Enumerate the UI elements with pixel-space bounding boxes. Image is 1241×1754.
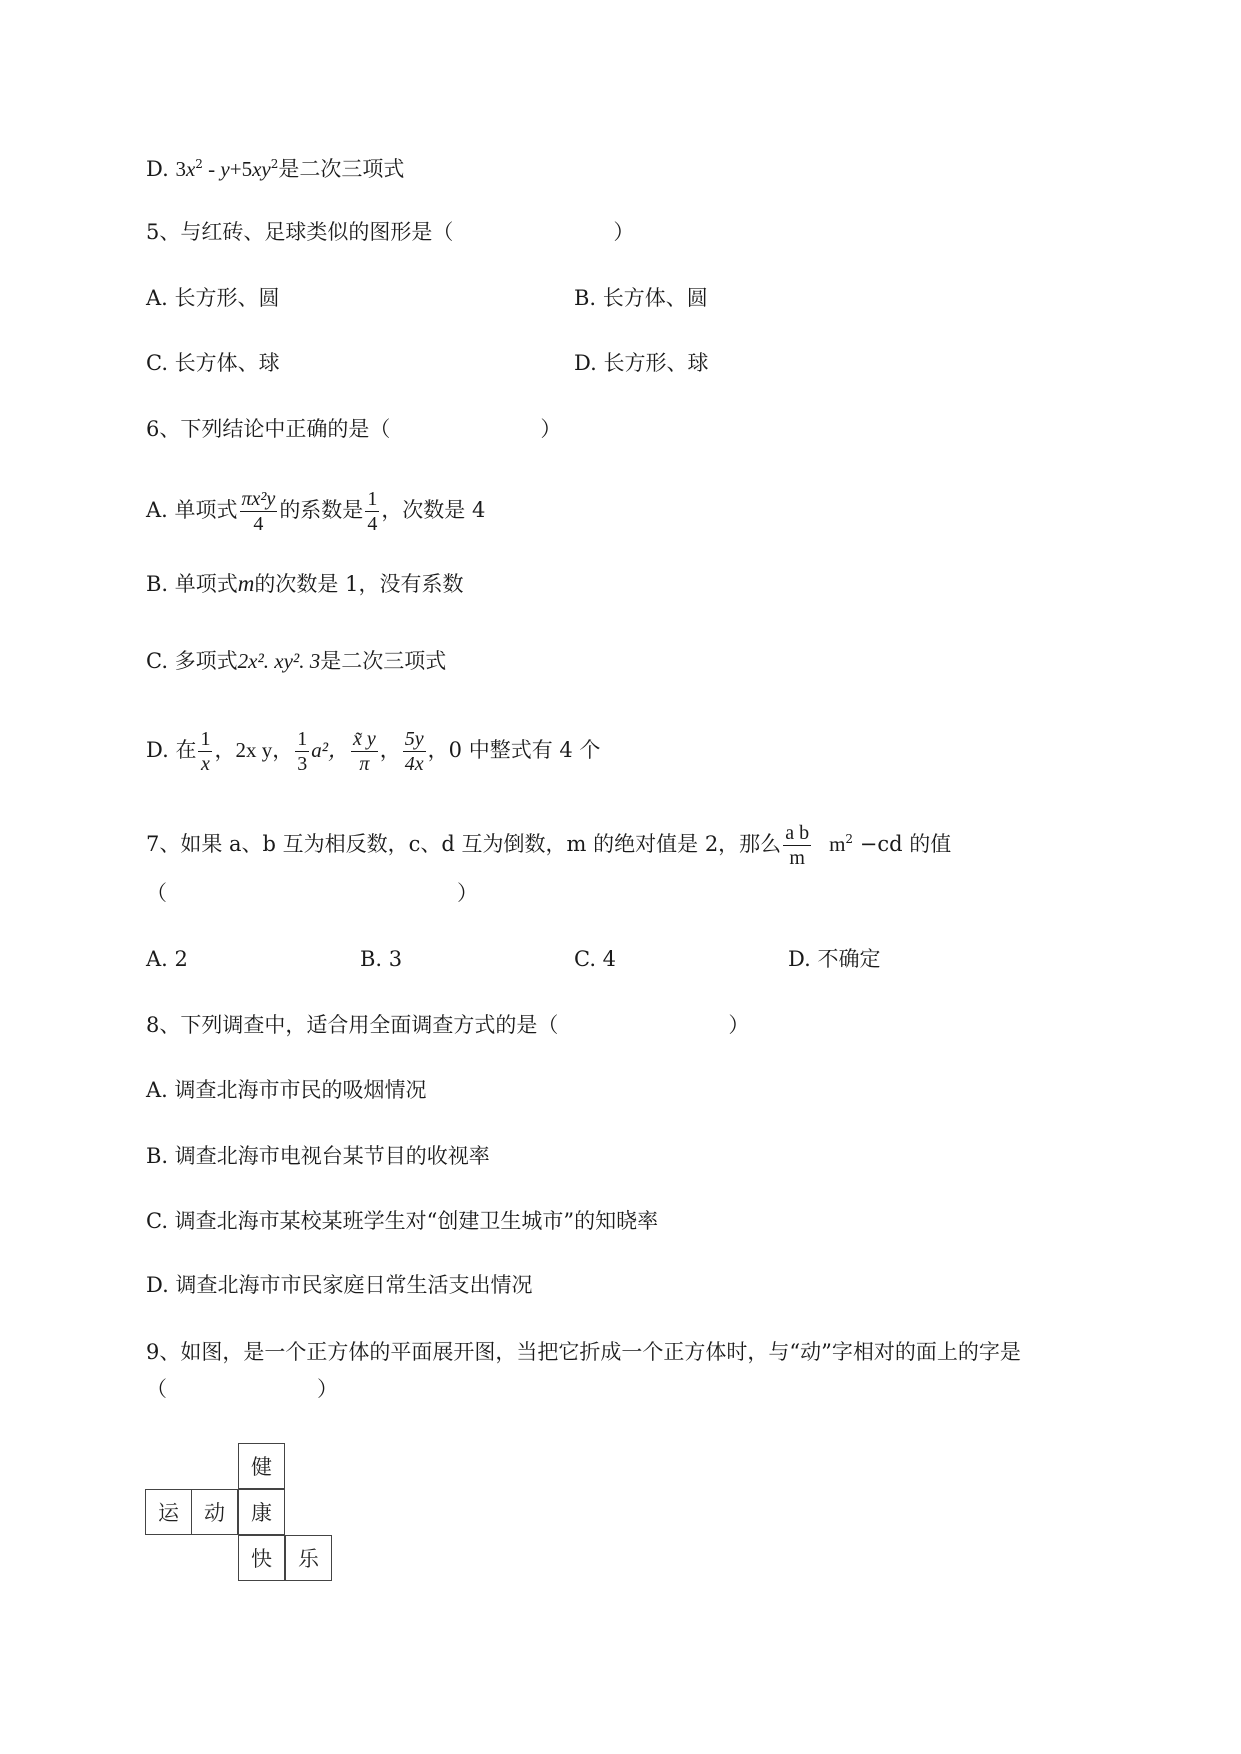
bracket-close: ） bbox=[540, 417, 562, 441]
option-text: 是二次三项式 bbox=[278, 157, 405, 181]
bracket-open: （ bbox=[146, 881, 167, 905]
q8-option-c: C. 调查北海市某校某班学生对“创建卫生城市”的知晓率 bbox=[146, 1209, 659, 1233]
question-stem: 5、与红砖、足球类似的图形是（ bbox=[146, 220, 454, 244]
option-text: 的次数是 1，没有系数 bbox=[254, 572, 464, 596]
net-face: 乐 bbox=[285, 1535, 332, 1581]
math-expression: 2x². xy². 3 bbox=[237, 649, 321, 673]
fraction-numerator: x̃ y bbox=[353, 728, 376, 750]
math-var: xy bbox=[252, 157, 271, 181]
q9-stem: 9、如图，是一个正方体的平面展开图，当把它折成一个正方体时，与“动”字相对的面上的字是 bbox=[146, 1340, 1021, 1364]
option-label: C. 多项式 bbox=[146, 649, 238, 673]
option-text: 是二次三项式 bbox=[320, 649, 447, 673]
option-text: ，次数是 4 bbox=[381, 498, 486, 522]
q8-option-d: D. 调查北海市市民家庭日常生活支出情况 bbox=[146, 1273, 533, 1297]
fraction bbox=[783, 821, 811, 870]
fraction-numerator: 5y bbox=[404, 728, 424, 750]
math-term: ，2x y， bbox=[214, 738, 294, 762]
math-term: ， bbox=[379, 738, 401, 762]
q7-option-c: C. 4 bbox=[574, 947, 617, 971]
q6-option-d bbox=[146, 722, 600, 778]
q7-option-b: B. 3 bbox=[360, 947, 403, 971]
q7-stem bbox=[146, 818, 951, 870]
q5-option-d: D. 长方形、球 bbox=[574, 351, 709, 375]
bracket-close: ） bbox=[317, 1377, 338, 1401]
q8-option-a: A. 调查北海市市民的吸烟情况 bbox=[146, 1078, 427, 1102]
q8-stem bbox=[146, 1010, 749, 1040]
math-operator: - bbox=[202, 157, 221, 181]
fraction-denominator: π bbox=[359, 753, 370, 775]
net-face: 快 bbox=[238, 1535, 285, 1581]
q7-option-a: A. 2 bbox=[146, 947, 188, 971]
net-face: 运 bbox=[145, 1489, 192, 1535]
math-var: x bbox=[185, 157, 196, 181]
question-stem: 6、下列结论中正确的是（ bbox=[146, 417, 391, 441]
q9-bracket bbox=[146, 1374, 338, 1404]
fraction bbox=[240, 487, 278, 536]
math-term: 3 bbox=[175, 157, 186, 181]
fraction-denominator: 4 bbox=[253, 513, 264, 535]
fraction-denominator: x bbox=[201, 753, 210, 775]
option-label: D. bbox=[146, 157, 169, 181]
bracket-close: ） bbox=[457, 881, 478, 905]
q6-option-c bbox=[146, 646, 446, 676]
q6-stem bbox=[146, 414, 561, 444]
option-label: A. 单项式 bbox=[146, 498, 238, 522]
bracket-open: （ bbox=[146, 1377, 167, 1401]
fraction-numerator: 1 bbox=[367, 488, 378, 510]
net-face: 动 bbox=[191, 1489, 238, 1535]
option-text: 的系数是 bbox=[279, 498, 364, 522]
q5-option-b: B. 长方体、圆 bbox=[574, 286, 708, 310]
option-text: ，0 中整式有 4 个 bbox=[427, 738, 601, 762]
fraction-numerator: πx²y bbox=[241, 488, 276, 510]
q7-option-d: D. 不确定 bbox=[788, 947, 881, 971]
bracket-close: ） bbox=[728, 1013, 750, 1037]
fraction-denominator: 4 bbox=[367, 513, 378, 535]
fraction-denominator: m bbox=[789, 847, 805, 869]
question-stem: 8、下列调查中，适合用全面调查方式的是（ bbox=[146, 1013, 559, 1037]
math-term: +5 bbox=[229, 157, 253, 181]
net-face: 康 bbox=[238, 1489, 285, 1535]
q4-option-d bbox=[146, 154, 404, 184]
q6-option-a bbox=[146, 486, 485, 536]
fraction bbox=[198, 727, 212, 776]
bracket-close: ） bbox=[613, 220, 635, 244]
fraction bbox=[351, 727, 378, 776]
q6-option-b bbox=[146, 569, 463, 599]
math-var: m bbox=[829, 832, 846, 856]
math-var: y bbox=[220, 157, 230, 181]
fraction-denominator: 4x bbox=[404, 753, 424, 775]
q8-option-b: B. 调查北海市电视台某节目的收视率 bbox=[146, 1144, 490, 1168]
math-exponent: 2 bbox=[845, 832, 854, 846]
net-face: 健 bbox=[238, 1443, 285, 1489]
option-label: D. 在 bbox=[146, 738, 197, 762]
fraction bbox=[365, 487, 379, 536]
question-stem-tail: −cd 的值 bbox=[853, 832, 952, 856]
math-term: a²， bbox=[311, 738, 349, 762]
q7-bracket bbox=[146, 878, 478, 908]
math-var: m bbox=[237, 571, 255, 596]
fraction bbox=[295, 727, 309, 776]
q5-option-a: A. 长方形、圆 bbox=[146, 286, 280, 310]
fraction-numerator: 1 bbox=[297, 728, 308, 750]
question-stem: 7、如果 a、b 互为相反数，c、d 互为倒数，m 的绝对值是 2，那么 bbox=[146, 832, 782, 856]
math-exponent: 2 bbox=[270, 157, 279, 171]
cube-net-figure bbox=[145, 1443, 335, 1583]
math-exponent: 2 bbox=[195, 157, 203, 171]
fraction bbox=[403, 727, 426, 776]
q5-option-c: C. 长方体、球 bbox=[146, 351, 280, 375]
fraction-denominator: 3 bbox=[297, 753, 308, 775]
option-label: B. 单项式 bbox=[146, 572, 238, 596]
q5-stem bbox=[146, 217, 634, 247]
fraction-numerator: 1 bbox=[200, 728, 211, 750]
fraction-numerator: a b bbox=[785, 822, 810, 844]
